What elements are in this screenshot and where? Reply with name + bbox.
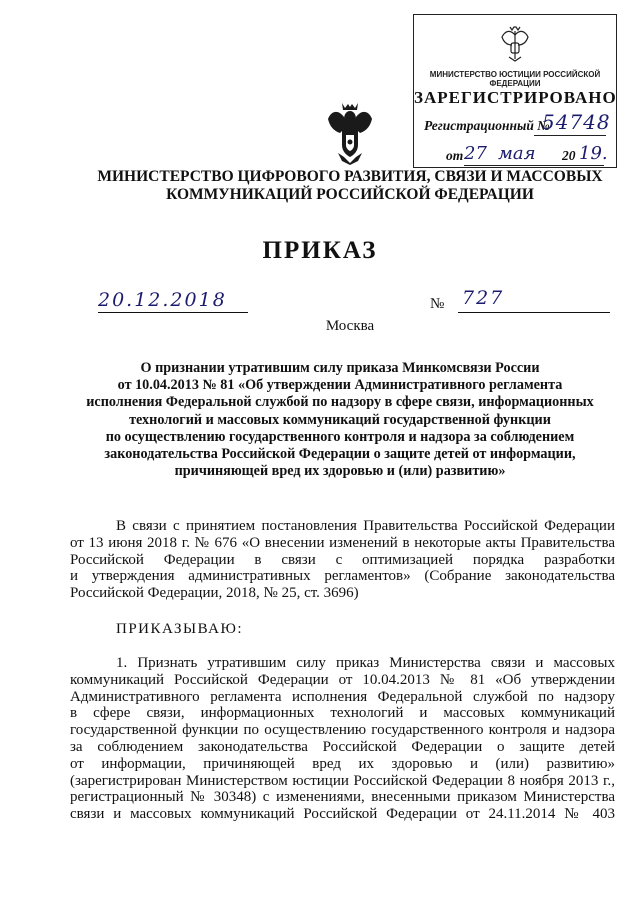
number-underline [458,312,610,313]
ministry-title-line: КОММУНИКАЦИЙ РОССИЙСКОЙ ФЕДЕРАЦИИ [166,186,534,203]
stamp-date-underline [464,165,604,166]
order-word: ПРИКАЗЫВАЮ: [116,621,244,637]
subject-line: по осуществлению государственного контроля и надзора за соблюдением [105,428,575,445]
paragraph-line: за соблюдением законодательства Российской Федерации о защите детей [70,738,615,755]
paragraph-line: регистрационный № 30348) с изменениями, внесенными приказом Министерства [70,789,615,806]
paragraph-line: Российской Федерации в связи с оптимизацией порядка разработки [70,551,615,568]
subject-line: причиняющей вред их здоровью и (или) развитию» [174,463,506,480]
document-number: 727 [462,287,505,309]
subject-line: исполнения Федеральной службой по надзору в сфере связи, информационных [86,394,594,411]
coat-of-arms-icon [500,25,530,63]
clause-1-paragraph [70,655,615,823]
paragraph-line: 1. Признать утратившим силу приказ Министерства связи и массовых [116,655,615,671]
paragraph-line: от информации, причиняющей вред их здоровью и (или) развитию» [70,755,615,772]
paragraph-line: Российской Федерации, 2018, № 25, ст. 3696) [70,585,359,602]
paragraph-line: в сфере связи, информационных технологий и массовых коммуникаций [70,705,615,722]
paragraph-line: связи и массовых коммуникаций Российской Федерации от 24.11.2014 № 403 [70,806,615,823]
paragraph-line: Административного регламента исполнения Федеральной службой по надзору [70,688,615,705]
stamp-date-prefix: от [446,148,464,163]
ministry-title [60,168,640,204]
document-date: 20.12.2018 [98,289,227,311]
stamp-ministry-name: МИНИСТЕРСТВО ЮСТИЦИИ РОССИЙСКОЙ ФЕДЕРАЦИИ [429,70,601,88]
stamp-registered: ЗАРЕГИСТРИРОВАНО [414,88,617,107]
paragraph-line: (зарегистрирован Министерством юстиции Российской Федерации 8 ноября 2013 г., [70,772,615,789]
stamp-year-suffix: 19. [579,143,608,164]
stamp-year-prefix: 20 [562,148,576,163]
ministry-title-line: МИНИСТЕРСТВО ЦИФРОВОГО РАЗВИТИЯ, СВЯЗИ И МАССОВЫХ [97,168,603,185]
paragraph-line: и утверждения административных регламентов» (Собрание законодательства [70,568,615,585]
document-subject [80,360,600,480]
stamp-reg-label: Регистрационный № [424,118,550,133]
paragraph-line: государственной функции по осуществлению государственного контроля и надзора [70,722,615,739]
stamp-reg-underline [534,135,606,136]
stamp-reg-number: 54748 [542,110,611,134]
paragraph-line: от 13 июня 2018 г. № 676 «О внесении изменений в некоторые акты Правительства [70,534,615,551]
number-sign: № [430,296,445,312]
subject-line: О признании утратившим силу приказа Минкомсвязи России [140,360,540,376]
stamp-date-day: 27 [464,143,487,164]
coat-of-arms-emblem-icon [326,103,374,165]
city: Москва [325,318,375,334]
subject-line: технологий и массовых коммуникаций государственной функции [129,411,551,428]
registration-stamp [413,14,617,168]
stamp-date-month: мая [498,143,536,164]
paragraph-line: коммуникаций Российской Федерации от 10.04.2013 № 81 «Об утверждении [70,671,615,688]
preamble-paragraph [70,518,615,602]
document-type-heading: ПРИКАЗ [262,237,378,264]
subject-line: законодательства Российской Федерации о защите детей от информации, [104,446,576,463]
paragraph-line: В связи с принятием постановления Правительства Российской Федерации [116,518,615,534]
date-underline [98,312,248,313]
subject-line: от 10.04.2013 № 81 «Об утверждении Административного регламента [117,377,563,394]
